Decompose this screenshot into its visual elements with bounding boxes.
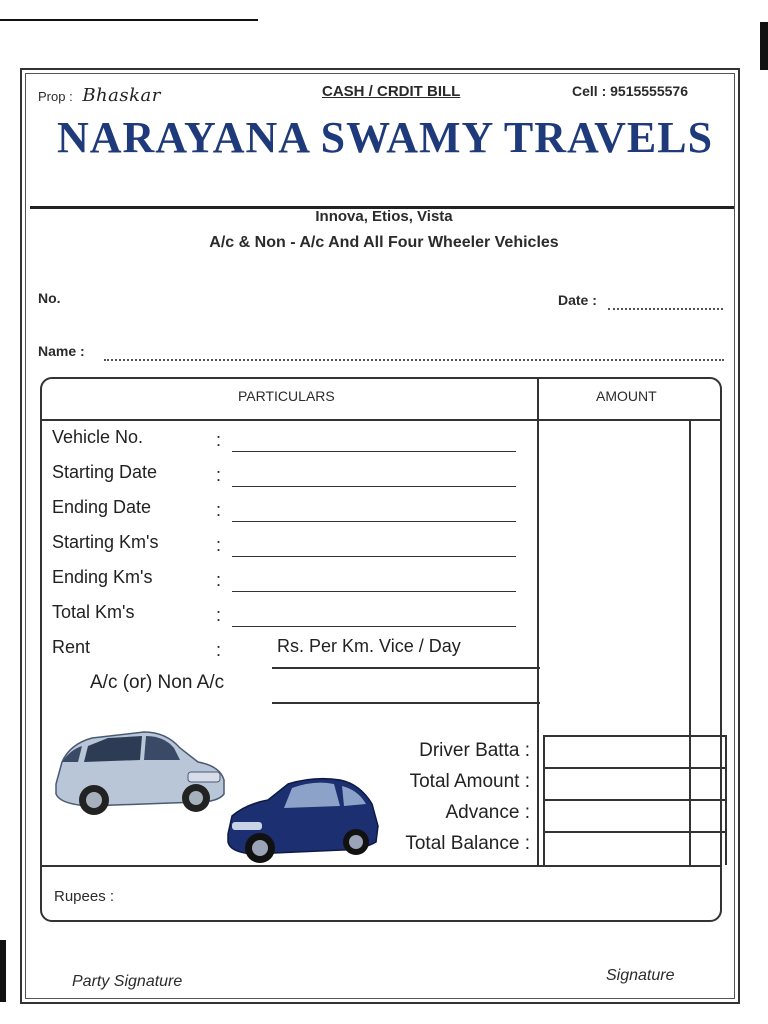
name-field[interactable] xyxy=(104,359,724,361)
prop-name: Bhaskar xyxy=(82,85,161,106)
rupees-label: Rupees : xyxy=(54,888,115,905)
ac-nonac-field[interactable] xyxy=(272,702,540,704)
total-km-field[interactable] xyxy=(232,626,516,627)
amount-grid-line xyxy=(543,831,727,833)
services-line: A/c & Non - A/c And All Four Wheeler Vehicles xyxy=(209,234,559,251)
ending-date-field[interactable] xyxy=(232,521,516,522)
name-label: Name : xyxy=(38,343,85,359)
vehicles-line: Innova, Etios, Vista xyxy=(315,208,453,225)
amount-grid-line xyxy=(725,735,727,865)
ac-nonac-label: A/c (or) Non A/c xyxy=(90,672,225,693)
row-colon: : xyxy=(216,500,222,520)
amount-grid-line xyxy=(543,735,545,865)
amount-grid-line xyxy=(543,799,727,801)
row-label-ending-date: Ending Date xyxy=(52,497,152,517)
company-title: NARAYANA SWAMY TRAVELS xyxy=(56,113,714,162)
advance-label: Advance : xyxy=(445,802,530,823)
date-field[interactable] xyxy=(608,308,723,310)
amount-column-divider xyxy=(537,377,539,865)
row-colon: : xyxy=(216,430,222,450)
amount-header: AMOUNT xyxy=(596,388,657,404)
row-colon: : xyxy=(216,640,222,660)
bill-type: CASH / CRDIT BILL xyxy=(322,83,461,100)
proprietor xyxy=(38,85,161,106)
vehicle-no-field[interactable] xyxy=(232,451,516,452)
signature-label: Signature xyxy=(606,967,675,984)
row-colon: : xyxy=(216,570,222,590)
suv-car-icon xyxy=(48,722,228,822)
starting-date-field[interactable] xyxy=(232,486,516,487)
row-colon: : xyxy=(216,605,222,625)
scan-edge-bar-left xyxy=(0,940,6,1002)
date-label: Date : xyxy=(558,292,597,308)
row-label-total-km: Total Km's xyxy=(52,602,135,622)
ending-km-field[interactable] xyxy=(232,591,516,592)
table-header-rule xyxy=(40,419,722,421)
total-balance-label: Total Balance : xyxy=(405,833,530,854)
row-colon: : xyxy=(216,535,222,555)
amount-grid-line xyxy=(543,767,727,769)
scan-edge-line xyxy=(0,19,258,21)
row-label-vehicle-no: Vehicle No. xyxy=(52,427,144,447)
bill-number-label: No. xyxy=(38,290,61,306)
particulars-header: PARTICULARS xyxy=(238,388,335,404)
total-amount-label: Total Amount : xyxy=(409,771,530,792)
amount-grid-line xyxy=(543,735,727,737)
row-label-starting-date: Starting Date xyxy=(52,462,158,482)
rent-field[interactable] xyxy=(272,667,540,669)
cell-number: Cell : 9515555576 xyxy=(572,83,688,99)
starting-km-field[interactable] xyxy=(232,556,516,557)
prop-label: Prop : xyxy=(38,89,73,104)
driver-batta-label: Driver Batta : xyxy=(419,740,530,761)
row-label-starting-km: Starting Km's xyxy=(52,532,159,552)
row-colon: : xyxy=(216,465,222,485)
party-signature-label: Party Signature xyxy=(72,973,183,990)
row-label-rent: Rent xyxy=(52,637,91,657)
scan-edge-bar xyxy=(760,22,768,70)
rent-note: Rs. Per Km. Vice / Day xyxy=(277,636,461,656)
row-label-ending-km: Ending Km's xyxy=(52,567,153,587)
